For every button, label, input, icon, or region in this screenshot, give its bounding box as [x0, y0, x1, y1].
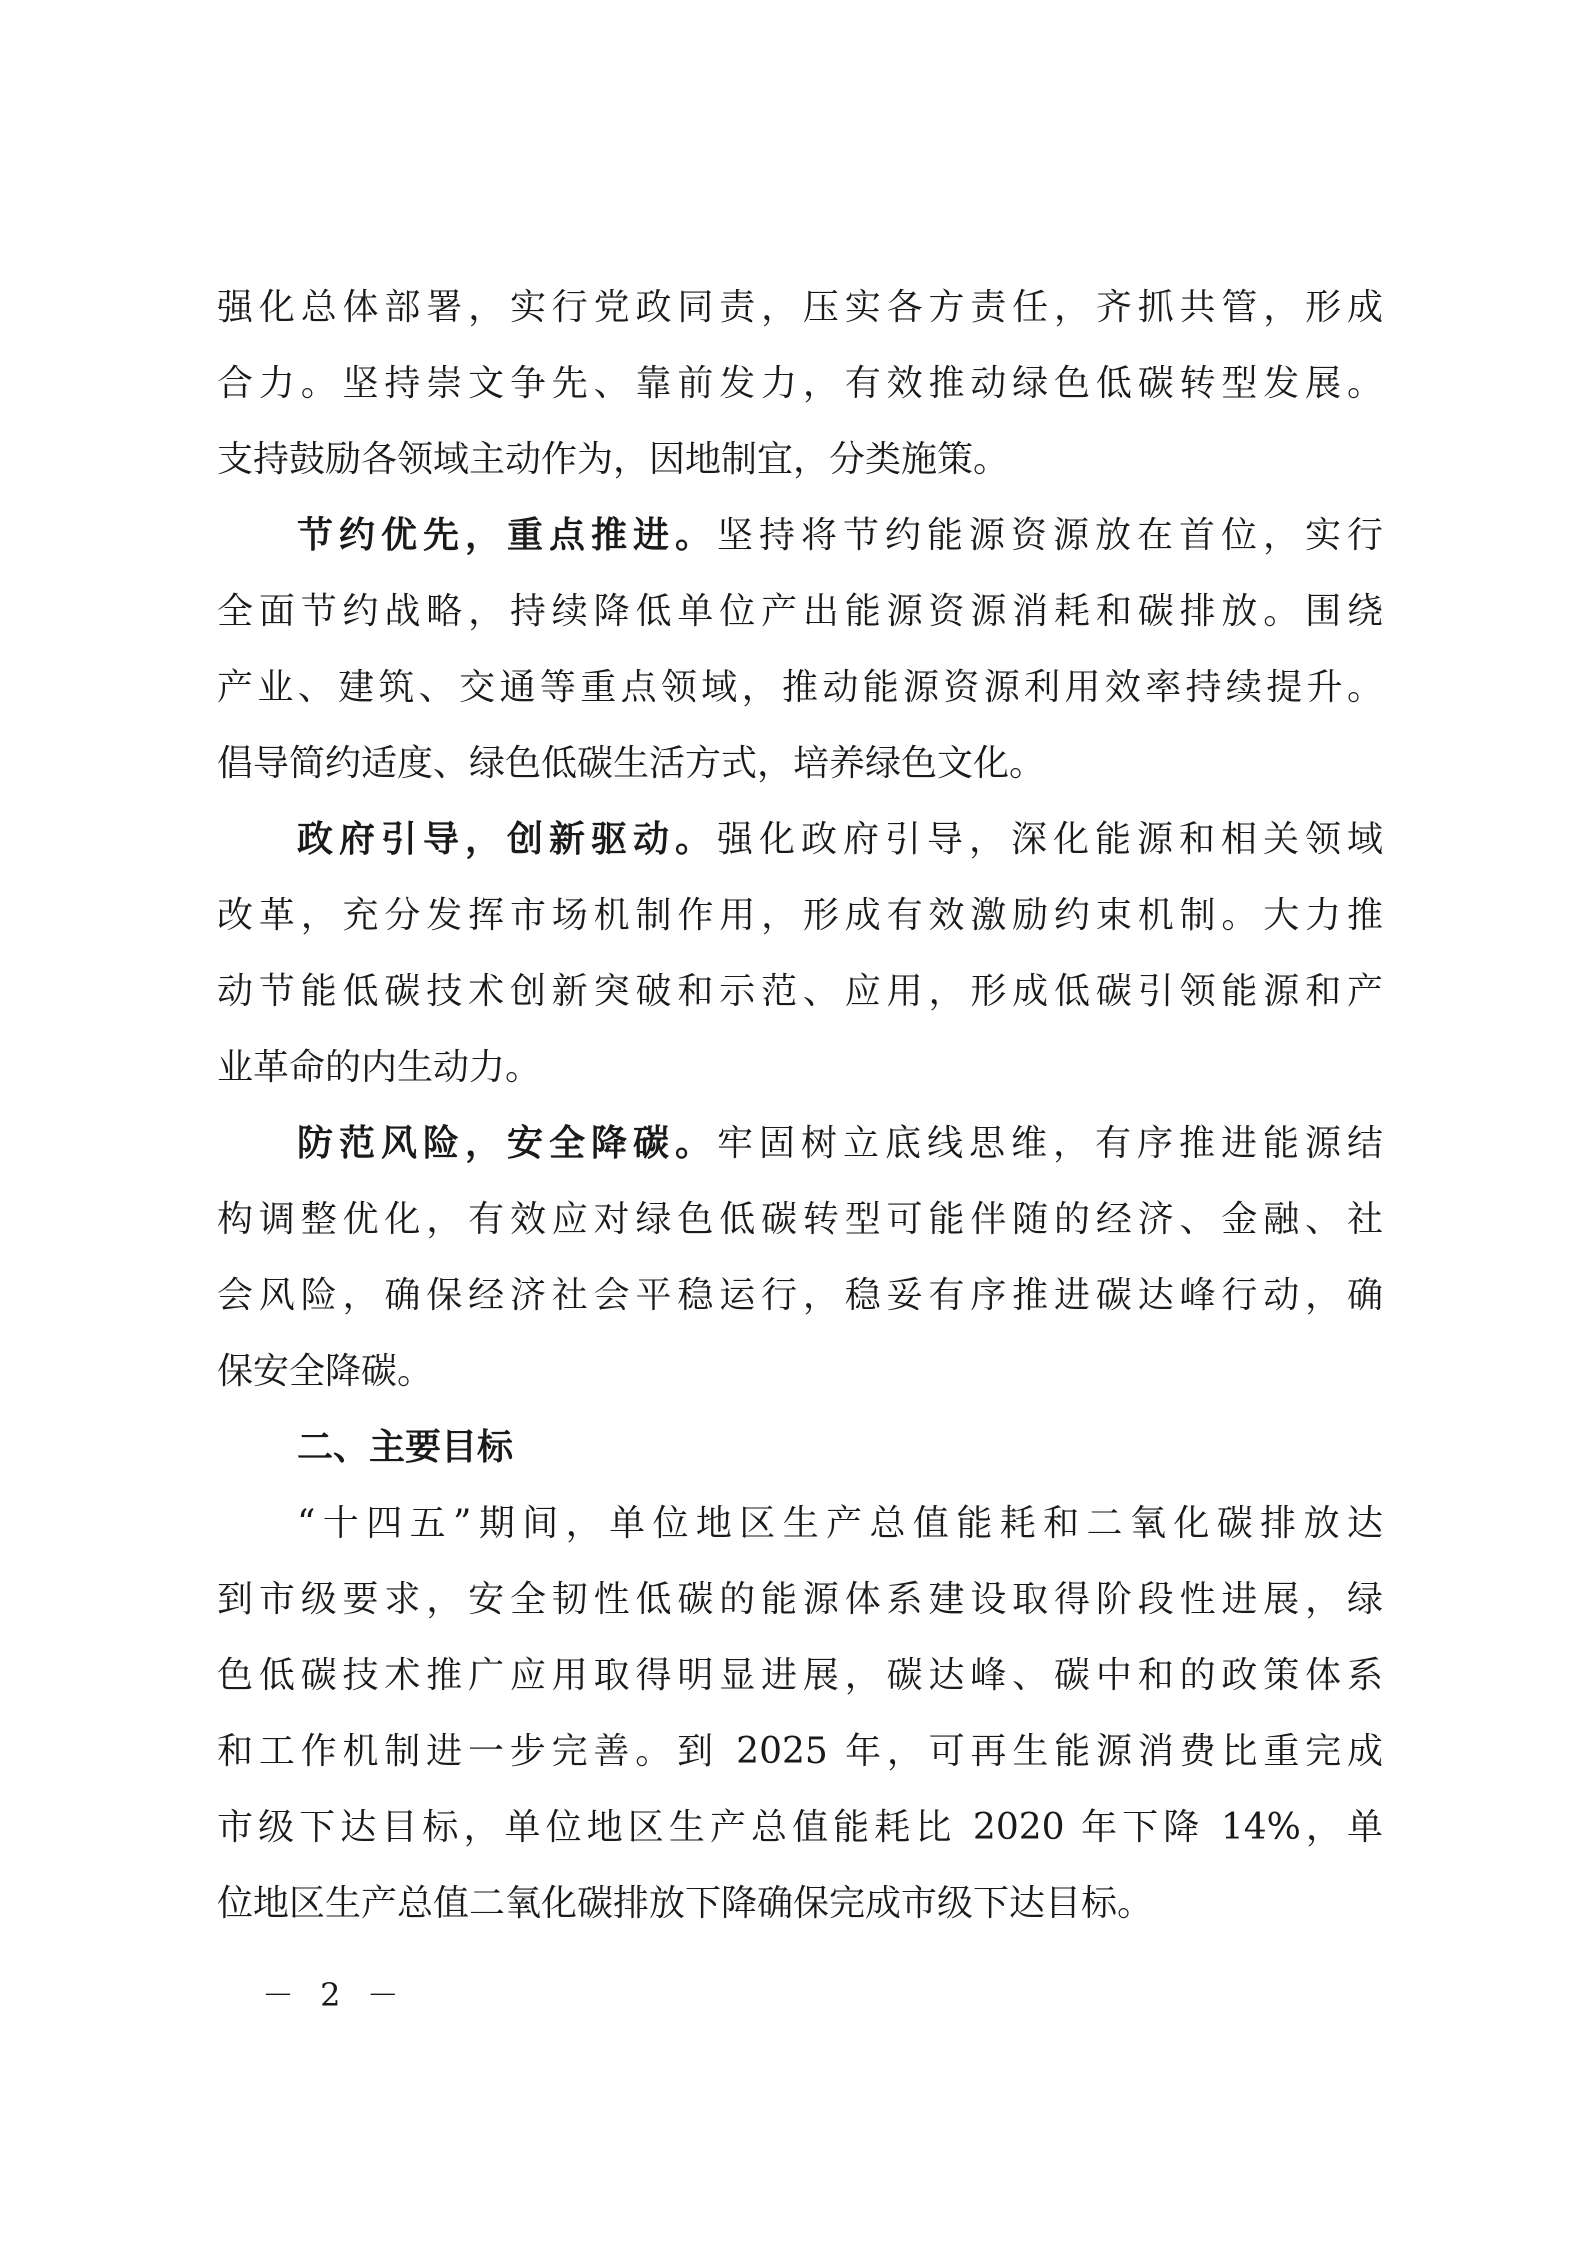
- text-span: 坚持将节约能源资源放在首位，实行: [717, 515, 1383, 556]
- text-line: 强化总体部署，实行党政同责，压实各方责任，齐抓共管，形成: [217, 287, 1383, 328]
- text-line: [217, 498, 1383, 574]
- text-span: 强化政府引导，深化能源和相关领域: [717, 819, 1383, 860]
- bold-lead: 防范风险，安全降碳。: [297, 1123, 717, 1164]
- text-line: 业革命的内生动力。: [217, 1047, 542, 1088]
- page-number: － 2 －: [262, 1976, 407, 2014]
- text-line: 色低碳技术推广应用取得明显进展，碳达峰、碳中和的政策体系: [217, 1655, 1383, 1696]
- text-line: “十四五”期间，单位地区生产总值能耗和二氧化碳排放达: [297, 1503, 1383, 1544]
- text-line: 动节能低碳技术创新突破和示范、应用，形成低碳引领能源和产: [217, 971, 1383, 1012]
- paragraph-conservation-priority: [217, 498, 1383, 802]
- paragraph-overall-deployment: [217, 270, 1383, 498]
- text-line: 倡导简约适度、绿色低碳生活方式，培养绿色文化。: [217, 743, 1046, 784]
- text-line: 构调整优化，有效应对绿色低碳转型可能伴随的经济、金融、社: [217, 1199, 1383, 1240]
- bold-lead: 政府引导，创新驱动。: [297, 819, 717, 860]
- text-line: 改革，充分发挥市场机制作用，形成有效激励约束机制。大力推: [217, 895, 1383, 936]
- text-span: 牢固树立底线思维，有序推进能源结: [717, 1123, 1383, 1164]
- text-line: [217, 802, 1383, 878]
- text-line: [217, 1106, 1383, 1182]
- text-line: 合力。坚持崇文争先、靠前发力，有效推动绿色低碳转型发展。: [217, 363, 1383, 404]
- text-line: 会风险，确保经济社会平稳运行，稳妥有序推进碳达峰行动，确: [217, 1275, 1383, 1316]
- text-line: 市级下达目标，单位地区生产总值能耗比 2020 年下降 14%，单: [217, 1807, 1383, 1848]
- text-line: 全面节约战略，持续降低单位产出能源资源消耗和碳排放。围绕: [217, 591, 1383, 632]
- text-line: 保安全降碳。: [217, 1351, 434, 1392]
- document-body: [217, 270, 1383, 1942]
- bold-lead: 节约优先，重点推进。: [297, 515, 717, 556]
- paragraph-risk-prevention: [217, 1106, 1383, 1410]
- text-line: 产业、建筑、交通等重点领域，推动能源资源利用效率持续提升。: [217, 667, 1383, 708]
- text-line: 支持鼓励各领域主动作为，因地制宜，分类施策。: [217, 439, 1010, 480]
- text-line: 位地区生产总值二氧化碳排放下降确保完成市级下达目标。: [217, 1883, 1154, 1924]
- paragraph-main-targets: [217, 1486, 1383, 1942]
- section-heading: 二、主要目标: [297, 1427, 514, 1468]
- text-line: 和工作机制进一步完善。到 2025 年，可再生能源消费比重完成: [217, 1731, 1383, 1772]
- text-line: 到市级要求，安全韧性低碳的能源体系建设取得阶段性进展，绿: [217, 1579, 1383, 1620]
- paragraph-government-guidance: [217, 802, 1383, 1106]
